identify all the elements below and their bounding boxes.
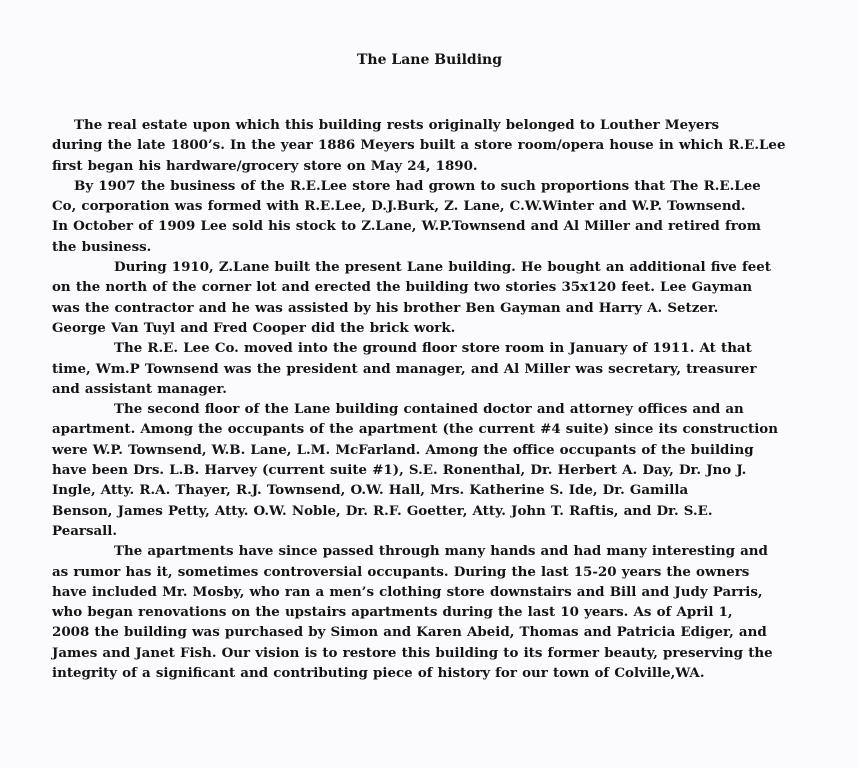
text-line: time, Wm.P Townsend was the president and manager, and Al Miller was secretary, treasurer <box>52 360 757 377</box>
text-line: 2008 the building was purchased by Simon and Karen Abeid, Thomas and Patricia Ediger, and <box>52 624 767 641</box>
text-line: have been Drs. L.B. Harvey (current suite #1), S.E. Ronenthal, Dr. Herbert A. Day, Dr. Jno J. <box>52 462 747 479</box>
text-line: During 1910, Z.Lane built the present Lane building. He bought an additional five feet <box>114 259 771 276</box>
text-line: integrity of a significant and contributing piece of history for our town of Colville,WA. <box>52 665 705 682</box>
text-line: Benson, James Petty, Atty. O.W. Noble, Dr. R.F. Goetter, Atty. John T. Raftis, and Dr. S.E. <box>52 502 713 519</box>
text-line: James and Janet Fish. Our vision is to restore this building to its former beauty, preserving the <box>52 644 773 661</box>
text-line: By 1907 the business of the R.E.Lee store had grown to such proportions that The R.E.Lee <box>74 177 761 194</box>
text-line: who began renovations on the upstairs apartments during the last 10 years. As of April 1, <box>52 604 733 621</box>
text-line: have included Mr. Mosby, who ran a men’s clothing store downstairs and Bill and Judy Parris, <box>52 583 763 600</box>
text-line: was the contractor and he was assisted by his brother Ben Gayman and Harry A. Setzer. <box>52 299 719 316</box>
text-line: The R.E. Lee Co. moved into the ground floor store room in January of 1911. At that <box>114 340 752 357</box>
document-title: The Lane Building <box>357 52 502 68</box>
text-line: apartment. Among the occupants of the apartment (the current #4 suite) since its construction <box>52 421 778 438</box>
text-line: Pearsall. <box>52 522 118 539</box>
text-line: Ingle, Atty. R.A. Thayer, R.J. Townsend, O.W. Hall, Mrs. Katherine S. Ide, Dr. Gamilla <box>52 482 689 499</box>
text-line: Co, corporation was formed with R.E.Lee, D.J.Burk, Z. Lane, C.W.Winter and W.P. Townsend. <box>52 198 746 215</box>
text-line: The real estate upon which this building rests originally belonged to Louther Meyers <box>74 117 720 133</box>
text-line: during the late 1800’s. In the year 1886 Meyers built a store room/opera house in which R.E.Lee <box>52 137 786 154</box>
text-line: first began his hardware/grocery store on May 24, 1890. <box>52 157 478 174</box>
text-line: the business. <box>52 238 152 255</box>
text-line: George Van Tuyl and Fred Cooper did the brick work. <box>52 319 456 336</box>
text-line: as rumor has it, sometimes controversial occupants. During the last 15-20 years the owners <box>52 563 750 580</box>
text-line: on the north of the corner lot and erected the building two stories 35x120 feet. Lee Gayman <box>52 279 753 296</box>
text-line: and assistant manager. <box>52 380 227 397</box>
document-body <box>52 115 852 683</box>
text-line: The apartments have since passed through many hands and had many interesting and <box>114 543 768 560</box>
text-line: In October of 1909 Lee sold his stock to Z.Lane, W.P.Townsend and Al Miller and retired from <box>52 218 761 235</box>
text-line: The second floor of the Lane building contained doctor and attorney offices and an <box>114 401 744 418</box>
text-line: were W.P. Townsend, W.B. Lane, L.M. McFarland. Among the office occupants of the building <box>52 441 754 458</box>
